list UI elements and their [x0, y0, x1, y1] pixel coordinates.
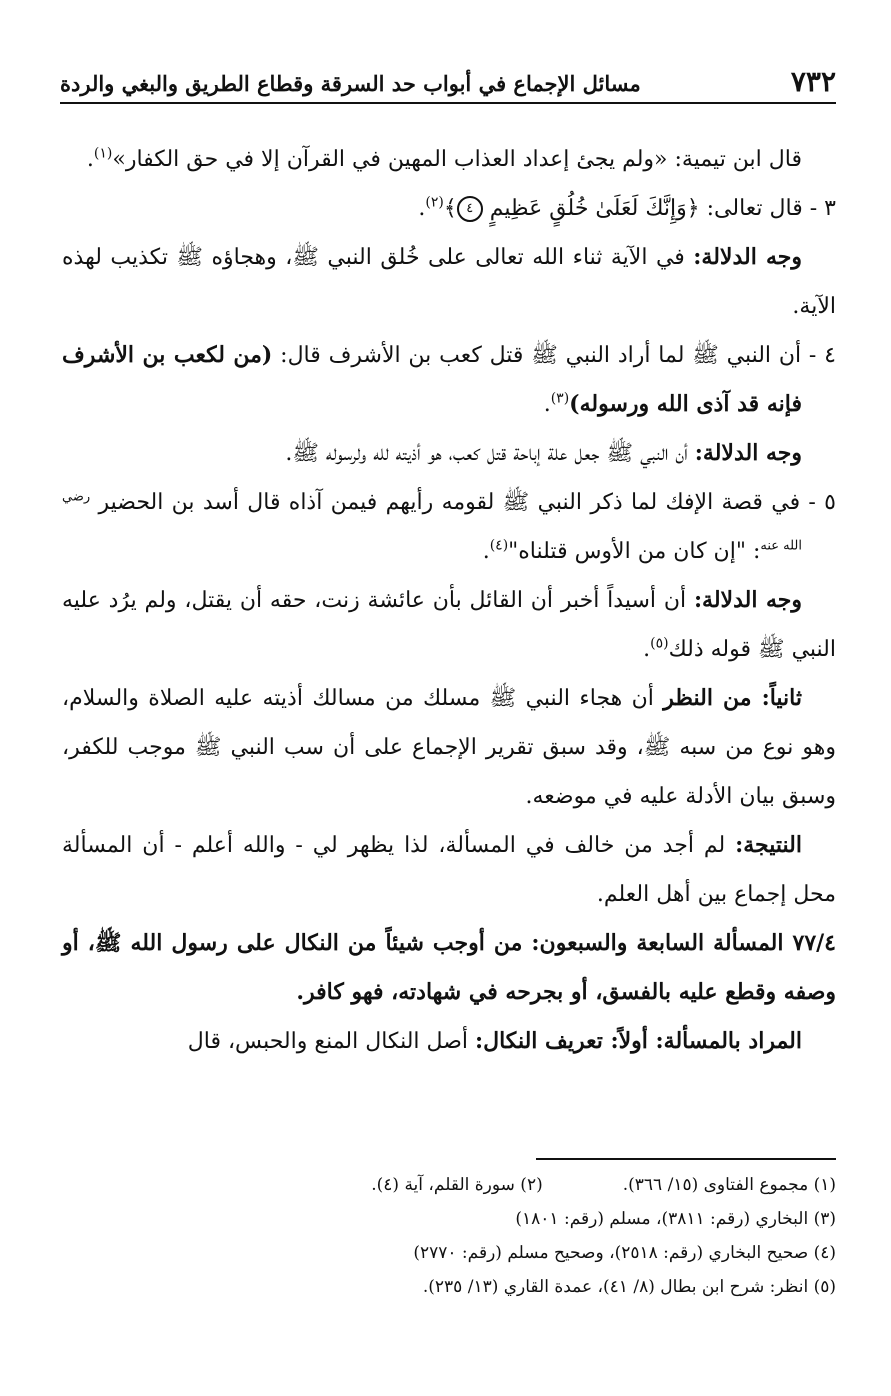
label-evidence-indication: وجه الدلالة:: [693, 587, 802, 613]
issue-heading: ٧٧/٤ المسألة السابعة والسبعون: من أوجب شيئاً من النكال على رسول الله ﷺ، أو وصفه وقطع عليه بالفسق، أو بجرحه في شهادته، فهو كافر.: [62, 930, 836, 1005]
label-evidence-indication: وجه الدلالة:: [694, 440, 802, 466]
paragraph-evidence-indication-2: وجه الدلالة: أن النبي ﷺ جعل علة إباحة قتل كعب، هو أذيته لله ولرسوله ﷺ.: [285, 440, 802, 466]
footnote-1: (١) مجموع الفتاوى (١٥/ ٣٦٦).: [622, 1175, 836, 1195]
paragraph-conclusion: النتيجة: لم أجد من خالف في المسألة، لذا يظهر لي - والله أعلم - أن المسألة محل إجماع بين أهل العلم.: [62, 832, 836, 907]
quran-verse: ﴿وَإِنَّكَ لَعَلَىٰ خُلُقٍ عَظِيمٍ: [489, 196, 700, 221]
page-number: ٧٣٢: [790, 65, 836, 98]
paragraph-ibn-taymiyya: قال ابن تيمية: «ولم يجئ إعداد العذاب المهين في القرآن إلا في حق الكفار»$^{(١)}$.: [86, 145, 802, 172]
paragraph-evidence-indication-1: وجه الدلالة: في الآية ثناء الله تعالى على خُلق النبي ﷺ، وهجاؤه ﷺ تكذيب لهذه الآية.: [62, 244, 836, 319]
footnote-separator: [536, 1158, 836, 1160]
ayah-number-mark: ٤: [457, 196, 483, 222]
footnote-ref-3: (٣): [550, 390, 570, 407]
running-title: مسائل الإجماع في أبواب حد السرقة وقطاع الطريق والبغي والردة: [60, 71, 641, 96]
paragraph-evidence-5: ٥ - في قصة الإفك لما ذكر النبي ﷺ لقومه رأيهم فيمن آذاه قال أسد بن الحضير $^{رضي الله عنه}$: "إن كان من الأوس قتلناه"$^{(٤)}$.: [62, 489, 836, 564]
main-text: [62, 135, 836, 1066]
footnote-3: (٣) البخاري (رقم: ٣٨١١)، مسلم (رقم: ١٨٠١): [515, 1209, 836, 1229]
footnote-5: (٥) انظر: شرح ابن بطال (٨/ ٤١)، عمدة القاري (١٣/ ٢٣٥).: [422, 1277, 836, 1297]
footnote-ref-2: (٢): [425, 194, 444, 211]
paragraph-evidence-3: ٣ - قال تعالى: ﴿وَإِنَّكَ لَعَلَىٰ خُلُقٍ عَظِيمٍ ٤﴾$^{(٢)}$.: [418, 194, 836, 221]
hadith-quote: (من لكعب بن الأشرف فإنه قد آذى الله ورسوله): [62, 342, 802, 417]
label-issue-meaning: المراد بالمسألة: أولاً: تعريف النكال:: [474, 1028, 802, 1054]
label-evidence-indication: وجه الدلالة:: [693, 244, 802, 270]
paragraph-issue-meaning: المراد بالمسألة: أولاً: تعريف النكال: أصل النكال المنع والحبس، قال: [187, 1028, 802, 1054]
label-conclusion: النتيجة:: [735, 832, 802, 858]
honorific-mark: رضي الله عنه: [62, 489, 802, 554]
paragraph-evidence-4: ٤ - أن النبي ﷺ لما أراد النبي ﷺ قتل كعب بن الأشرف قال: (من لكعب بن الأشرف فإنه قد آذى الله ورسوله)$^{(٣)}$.: [62, 342, 836, 417]
paragraph-reasoning: ثانياً: من النظر أن هجاء النبي ﷺ مسلك من مسالك أذيته عليه الصلاة والسلام، وهو نوع من سبه ﷺ، وقد سبق تقرير الإجماع على أن سب النبي ﷺ موجب للكفر، وسبق بيان الأدلة عليه في موضعه.: [62, 685, 836, 809]
footnotes: [62, 1168, 836, 1304]
footnote-4: (٤) صحيح البخاري (رقم: ٢٥١٨)، وصحيح مسلم (رقم: ٢٧٧٠): [413, 1243, 836, 1263]
label-secondly: ثانياً: من النظر: [663, 685, 802, 711]
footnote-ref-4: (٤): [489, 537, 509, 554]
paragraph-evidence-indication-3: وجه الدلالة: أن أسيداً أخبر أن القائل بأن عائشة زنت، حقه أن يقتل، ولم يرُد عليه النبي ﷺ قوله ذلك$^{(٥)}$.: [62, 587, 836, 662]
running-header: [60, 62, 836, 104]
footnote-ref-5: (٥): [650, 635, 669, 652]
footnote-2: (٢) سورة القلم، آية (٤).: [371, 1175, 543, 1195]
footnote-row: [62, 1168, 836, 1202]
footnote-ref-1: (١): [93, 145, 113, 162]
